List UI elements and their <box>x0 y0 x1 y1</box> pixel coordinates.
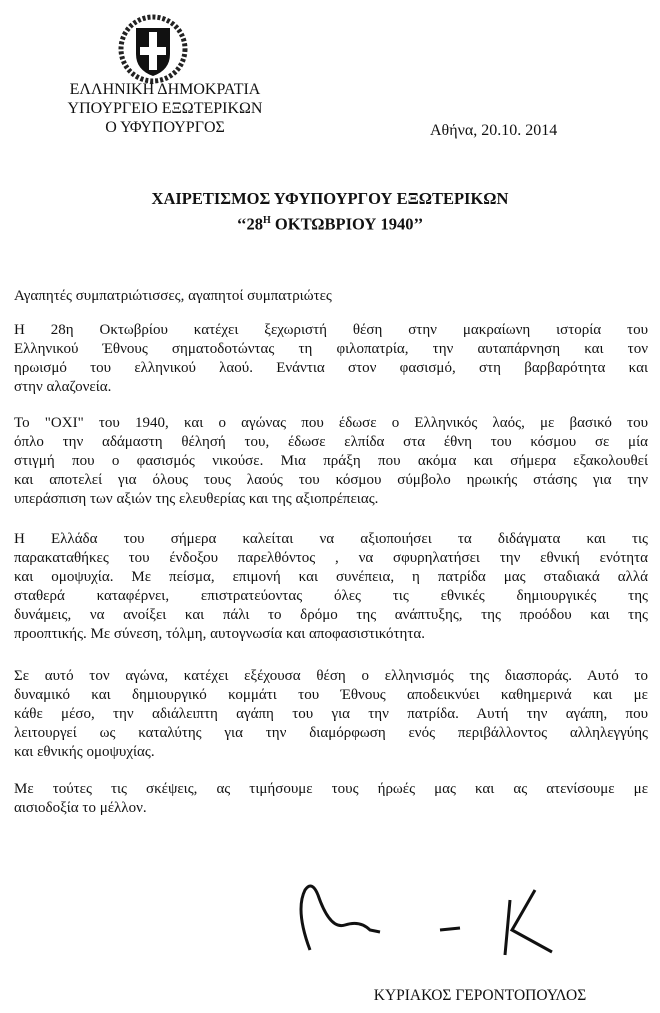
body-paragraph <box>14 780 648 818</box>
paragraph-line: προοπτικής. Με σύνεση, τόλμη, αυτογνωσία και αποφασιστικότητα. <box>14 626 425 642</box>
paragraph-line: ηρωισμό του ελληνικού λαού. Ενάντια στον φασισμό, στη βαρβαρότητα και <box>14 360 648 376</box>
paragraph-line: Η 28η Οκτωβρίου κατέχει ξεχωριστή θέση στην μακραίωνη ιστορία του <box>14 322 648 338</box>
paragraph-line: σταθερά καταφέρνει, επιστρατεύοντας όλες τις εθνικές δημιουργικές της <box>14 588 648 604</box>
paragraph-line: λειτουργεί ως καταλύτης για την διαμόρφωση ενός περιβάλλοντος αλληλεγγύης <box>14 725 648 741</box>
salutation: Αγαπητές συμπατριώτισσες, αγαπητοί συμπατριώτες <box>14 288 332 304</box>
paragraph-line: και ομοψυχία. Με πείσμα, επιμονή και συνέπεια, η πατρίδα μας σταδιακά αλλά <box>14 569 648 585</box>
paragraph-line: όπλο την αδάμαστη θέλησή του, έδωσε ελπίδα στα έθνη του κόσμου σε μία <box>14 434 648 450</box>
document-title <box>0 188 660 236</box>
document-date: Αθήνα, 20.10. 2014 <box>430 122 558 139</box>
paragraph-line: δυνάμεις, να ανοίξει και πάλι το δρόμο της ανάπτυξης, της προόδου και της <box>14 607 648 623</box>
body-paragraph <box>14 414 648 509</box>
body-paragraph <box>14 321 648 397</box>
paragraph-line: Με τούτες τις σκέψεις, ας τιμήσουμε τους ήρωές μας και ας ατενίσουμε με <box>14 781 648 797</box>
title-date-rest: ΟΚΤΩΒΡΙΟΥ 1940’’ <box>270 214 424 234</box>
paragraph-line: υπεράσπιση των αξιών της ελευθερίας και της αξιοπρέπειας. <box>14 491 379 507</box>
paragraph-line: Ελληνικού Έθνους σηματοδοτώντας τη φιλοπατρία, την αυταπάρνηση και τον <box>14 341 648 357</box>
title-line-1: ΧΑΙΡΕΤΙΣΜΟΣ ΥΦΥΠΟΥΡΓΟΥ ΕΞΩΤΕΡΙΚΩΝ <box>151 189 509 208</box>
letterhead <box>40 80 290 137</box>
paragraph-line: κάθε μέσο, την αδιάλειπτη αγάπη του για την πατρίδα. Αυτή την αγάπη, που <box>14 706 648 722</box>
paragraph-line: Σε αυτό τον αγώνα, κατέχει εξέχουσα θέση ο ελληνισμός της διασποράς. Αυτό το <box>14 668 648 684</box>
body-paragraph <box>14 530 648 644</box>
title-date: ‘‘28 <box>236 214 264 234</box>
signature <box>290 870 560 965</box>
paragraph-line: παρακαταθήκες του ένδοξου παρελθόντος , να σφυρηλατήσει την εθνική ενότητα <box>14 550 648 566</box>
paragraph-line: και αποτελεί για όλους τους λαούς του κόσμου σύμβολο ηρωικής στάσης για την <box>14 472 648 488</box>
paragraph-line: δυναμικό και δημιουργικό κομμάτι του Έθνους αποδεικνύει καθημερινά και με <box>14 687 648 703</box>
letterhead-office: Ο ΥΦΥΠΟΥΡΓΟΣ <box>105 119 225 136</box>
paragraph-line: Το "ΟΧΙ" του 1940, και ο αγώνας που έδωσε ο Ελληνικός λαός, με βασικό του <box>14 415 648 431</box>
paragraph-line: και εθνικής ομοψυχίας. <box>14 744 155 760</box>
paragraph-line: Η Ελλάδα του σήμερα καλείται να αξιοποιήσει τα διδάγματα και τις <box>14 531 648 547</box>
paragraph-line: στιγμή που ο φασισμός νικούσε. Μια πράξη που ακόμα και σήμερα εξακολουθεί <box>14 453 648 469</box>
title-superscript: Η <box>263 215 271 226</box>
coat-of-arms-emblem <box>118 14 188 89</box>
paragraph-line: αισιοδοξία το μέλλον. <box>14 800 147 816</box>
letterhead-ministry: ΥΠΟΥΡΓΕΙΟ ΕΞΩΤΕΡΙΚΩΝ <box>67 100 263 117</box>
signatory-name: ΚΥΡΙΑΚΟΣ ΓΕΡΟΝΤΟΠΟΥΛΟΣ <box>373 987 587 1004</box>
paragraph-line: στην αλαζονεία. <box>14 379 112 395</box>
title-line-2 <box>0 210 660 236</box>
body-paragraph <box>14 667 648 762</box>
letterhead-republic: ΕΛΛΗΝΙΚΗ ΔΗΜΟΚΡΑΤΙΑ <box>69 81 261 98</box>
